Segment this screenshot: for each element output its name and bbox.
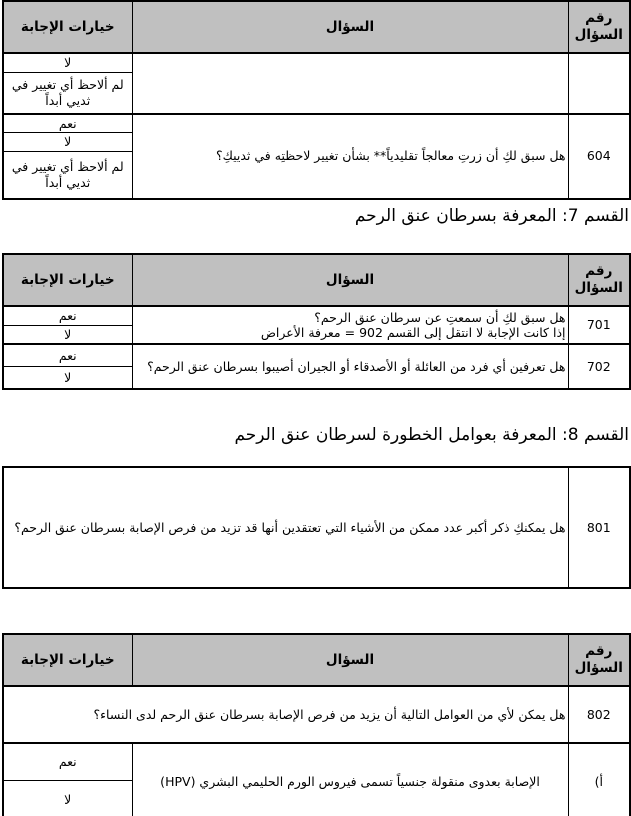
question-number-cell: 604 [568, 114, 630, 199]
table-row [3, 467, 630, 588]
question-cell: هل يمكن لأي من العوامل التالية أن يزيد من فرص الإصابة بسرطان عنق الرحم لدى النساء؟ [3, 686, 568, 743]
answer-option-cell: نعم [3, 743, 132, 781]
section-7-title: القسم 7: المعرفة بسرطان عنق الرحم [354, 206, 629, 226]
question-cell: هل يمكنكِ ذكر أكبر عدد ممكن من الأشياء التي تعتقدين أنها قد تزيد من فرص الإصابة بسرطان عنق الرحم؟ [3, 467, 568, 588]
question-number-cell: 701 [568, 306, 630, 344]
question-number-cell-empty [568, 53, 630, 114]
question-cell-empty [132, 53, 568, 114]
table-row [3, 53, 630, 72]
table-row [3, 306, 630, 325]
question-number-cell: 702 [568, 344, 630, 389]
column-header-question-number: رقم السؤال [568, 1, 630, 53]
answer-option-cell: نعم [3, 306, 132, 325]
column-header-question: السؤال [132, 1, 568, 53]
table-question-801 [2, 466, 631, 589]
answer-option-cell: لا [3, 53, 132, 72]
question-cell: هل سبق لكِ أن زرتِ معالجاً تقليدياً** بشأن تغيير لاحظتِه في ثدييكِ؟ [132, 114, 568, 199]
question-line-1: هل سبق لكِ أن سمعتِ عن سرطان عنق الرحم؟ [314, 309, 566, 325]
table-row [3, 344, 630, 367]
answer-option-cell: لا [3, 781, 132, 816]
answer-option-cell: لا [3, 133, 132, 152]
question-number-cell: 802 [568, 686, 630, 743]
column-header-question-number: رقم السؤال [568, 254, 630, 306]
answer-option-cell: لا [3, 325, 132, 344]
question-cell [132, 306, 568, 344]
question-cell: هل تعرفين أي فرد من العائلة أو الأصدقاء أو الجيران أصيبوا بسرطان عنق الرحم؟ [132, 344, 568, 389]
table-row [3, 743, 630, 781]
column-header-question-number: رقم السؤال [568, 634, 630, 686]
answer-option-cell: نعم [3, 344, 132, 367]
question-number-cell: أ) [568, 743, 630, 816]
table-header-row [3, 254, 630, 306]
column-header-question: السؤال [132, 634, 568, 686]
column-header-answer-options: خيارات الإجابة [3, 634, 132, 686]
table-header-row [3, 634, 630, 686]
table-question-802 [2, 633, 631, 816]
question-skip-instruction: إذا كانت الإجابة لا انتقل إلى القسم 902 = معرفة الأعراض [260, 325, 566, 341]
question-number-cell: 801 [568, 467, 630, 588]
column-header-answer-options: خيارات الإجابة [3, 254, 132, 306]
section-8-title: القسم 8: المعرفة بعوامل الخطورة لسرطان عنق الرحم [234, 425, 629, 445]
table-question-604 [2, 0, 631, 200]
table-section-7 [2, 253, 631, 390]
table-header-row [3, 1, 630, 53]
column-header-question: السؤال [132, 254, 568, 306]
answer-option-cell: لا [3, 367, 132, 390]
answer-option-cell: نعم [3, 114, 132, 133]
answer-option-cell: لم ألاحظ أي تغيير في ثديي أبداً [3, 151, 132, 199]
table-row [3, 686, 630, 743]
answer-option-cell: لم ألاحظ أي تغيير في ثديي أبداً [3, 72, 132, 114]
table-row [3, 114, 630, 133]
column-header-answer-options: خيارات الإجابة [3, 1, 132, 53]
question-cell: الإصابة بعدوى منقولة جنسياً تسمى فيروس الورم الحليمي البشري (HPV) [132, 743, 568, 816]
